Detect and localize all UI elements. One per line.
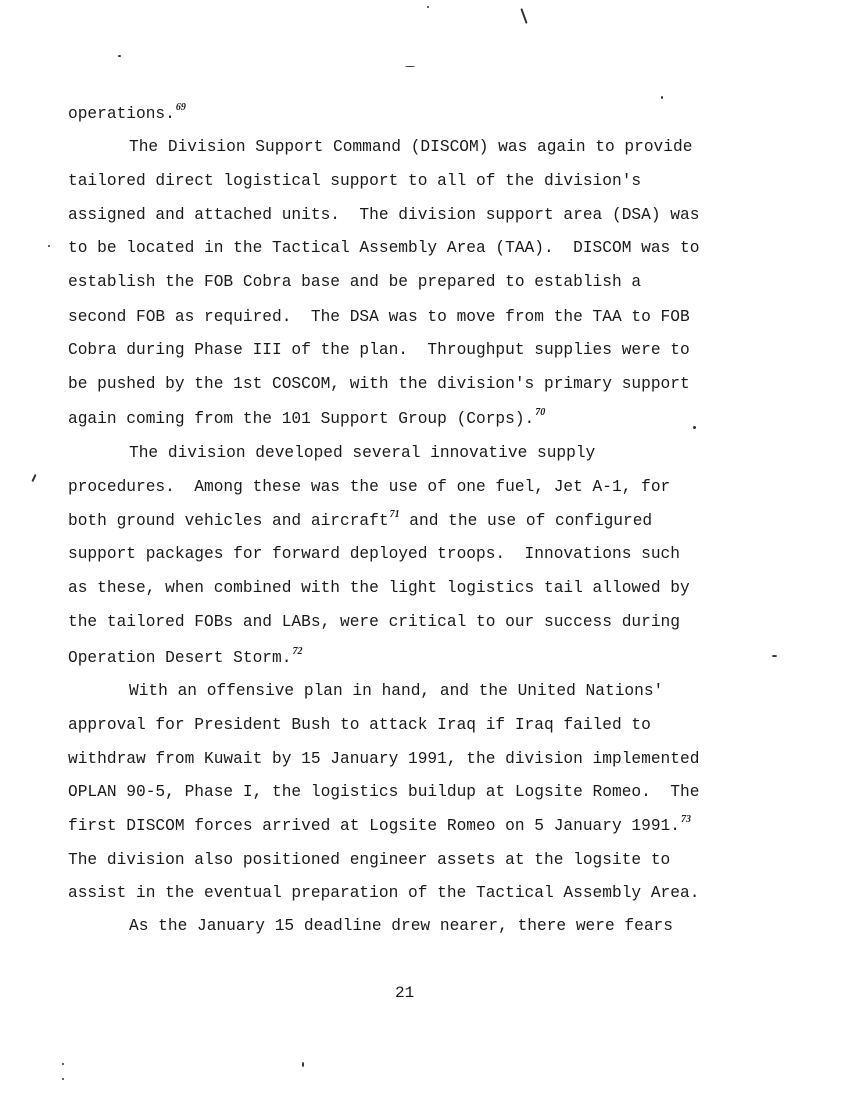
line-text: The Division Support Command (DISCOM) was again to provide — [129, 138, 693, 156]
line-text: to be located in the Tactical Assembly Area (TAA). DISCOM was to — [68, 239, 700, 257]
line-text: approval for President Bush to attack Iraq if Iraq failed to — [68, 716, 651, 734]
text-line — [68, 883, 699, 903]
line-text: be pushed by the 1st COSCOM, with the division's primary support — [68, 375, 690, 393]
line-text: and the use of configured — [399, 512, 653, 530]
line-text: The division also positioned engineer assets at the logsite to — [68, 851, 671, 869]
scan-artifact — [693, 426, 696, 429]
scan-artifact — [772, 655, 777, 657]
text-line — [68, 850, 670, 870]
footnote-marker: 71 — [389, 509, 400, 520]
text-line — [68, 205, 699, 225]
text-line — [68, 409, 545, 431]
line-text: Cobra during Phase III of the plan. Throughput supplies were to — [68, 341, 690, 359]
line-text: With an offensive plan in hand, and the United Nations' — [129, 682, 664, 700]
line-text: as these, when combined with the light logistics tail allowed by — [68, 579, 690, 597]
text-line — [68, 374, 690, 394]
line-text: tailored direct logistical support to all of the division's — [68, 172, 642, 190]
scan-artifact — [48, 245, 50, 247]
scan-artifact — [62, 1063, 64, 1065]
text-line — [68, 749, 699, 769]
text-line — [129, 137, 692, 157]
text-line — [68, 816, 691, 838]
line-text: first DISCOM forces arrived at Logsite Romeo on 5 January 1991. — [68, 817, 680, 835]
scan-artifact — [118, 55, 121, 57]
scan-artifact — [302, 1062, 304, 1067]
line-text: again coming from the 101 Support Group (Corps). — [68, 410, 535, 428]
line-text: second FOB as required. The DSA was to move from the TAA to FOB — [68, 308, 690, 326]
page-number: 21 — [395, 984, 415, 1002]
scan-artifact — [31, 474, 36, 482]
line-text: withdraw from Kuwait by 15 January 1991, the division implemented — [68, 750, 700, 768]
line-text: both ground vehicles and aircraft — [68, 512, 389, 530]
text-line — [68, 782, 699, 802]
line-text: procedures. Among these was the use of one fuel, Jet A-1, for — [68, 478, 671, 496]
text-line — [68, 648, 302, 670]
line-text: The division developed several innovative supply — [129, 444, 596, 462]
text-line — [68, 511, 652, 533]
text-line — [68, 715, 651, 735]
text-line — [129, 443, 595, 463]
line-text: assist in the eventual preparation of the Tactical Assembly Area. — [68, 884, 700, 902]
line-text: As the January 15 deadline drew nearer, there were fears — [129, 917, 673, 935]
line-text: OPLAN 90-5, Phase I, the logistics buildup at Logsite Romeo. The — [68, 783, 700, 801]
line-text: the tailored FOBs and LABs, were critical to our success during — [68, 613, 680, 631]
text-line — [68, 340, 690, 360]
scan-artifact — [405, 66, 415, 67]
text-line — [68, 477, 670, 497]
text-line — [68, 104, 186, 126]
text-line — [68, 612, 680, 632]
text-line — [68, 307, 690, 327]
text-line — [68, 238, 699, 258]
line-text: Operation Desert Storm. — [68, 649, 292, 667]
scan-artifact — [62, 1078, 64, 1080]
text-line — [68, 578, 690, 598]
line-text: operations. — [68, 105, 175, 123]
footnote-marker: 69 — [175, 102, 186, 113]
text-line — [68, 171, 641, 191]
footnote-marker: 72 — [292, 646, 303, 657]
scan-artifact — [661, 96, 663, 99]
line-text: establish the FOB Cobra base and be prepared to establish a — [68, 273, 642, 291]
scan-artifact — [427, 6, 429, 8]
line-text: support packages for forward deployed troops. Innovations such — [68, 545, 680, 563]
footnote-marker: 73 — [681, 814, 691, 825]
text-line — [129, 916, 673, 936]
text-line — [68, 544, 680, 564]
text-line — [129, 681, 663, 701]
line-text: assigned and attached units. The division support area (DSA) was — [68, 206, 700, 224]
scan-artifact — [520, 8, 527, 24]
footnote-marker: 70 — [535, 407, 546, 418]
text-line — [68, 272, 641, 292]
